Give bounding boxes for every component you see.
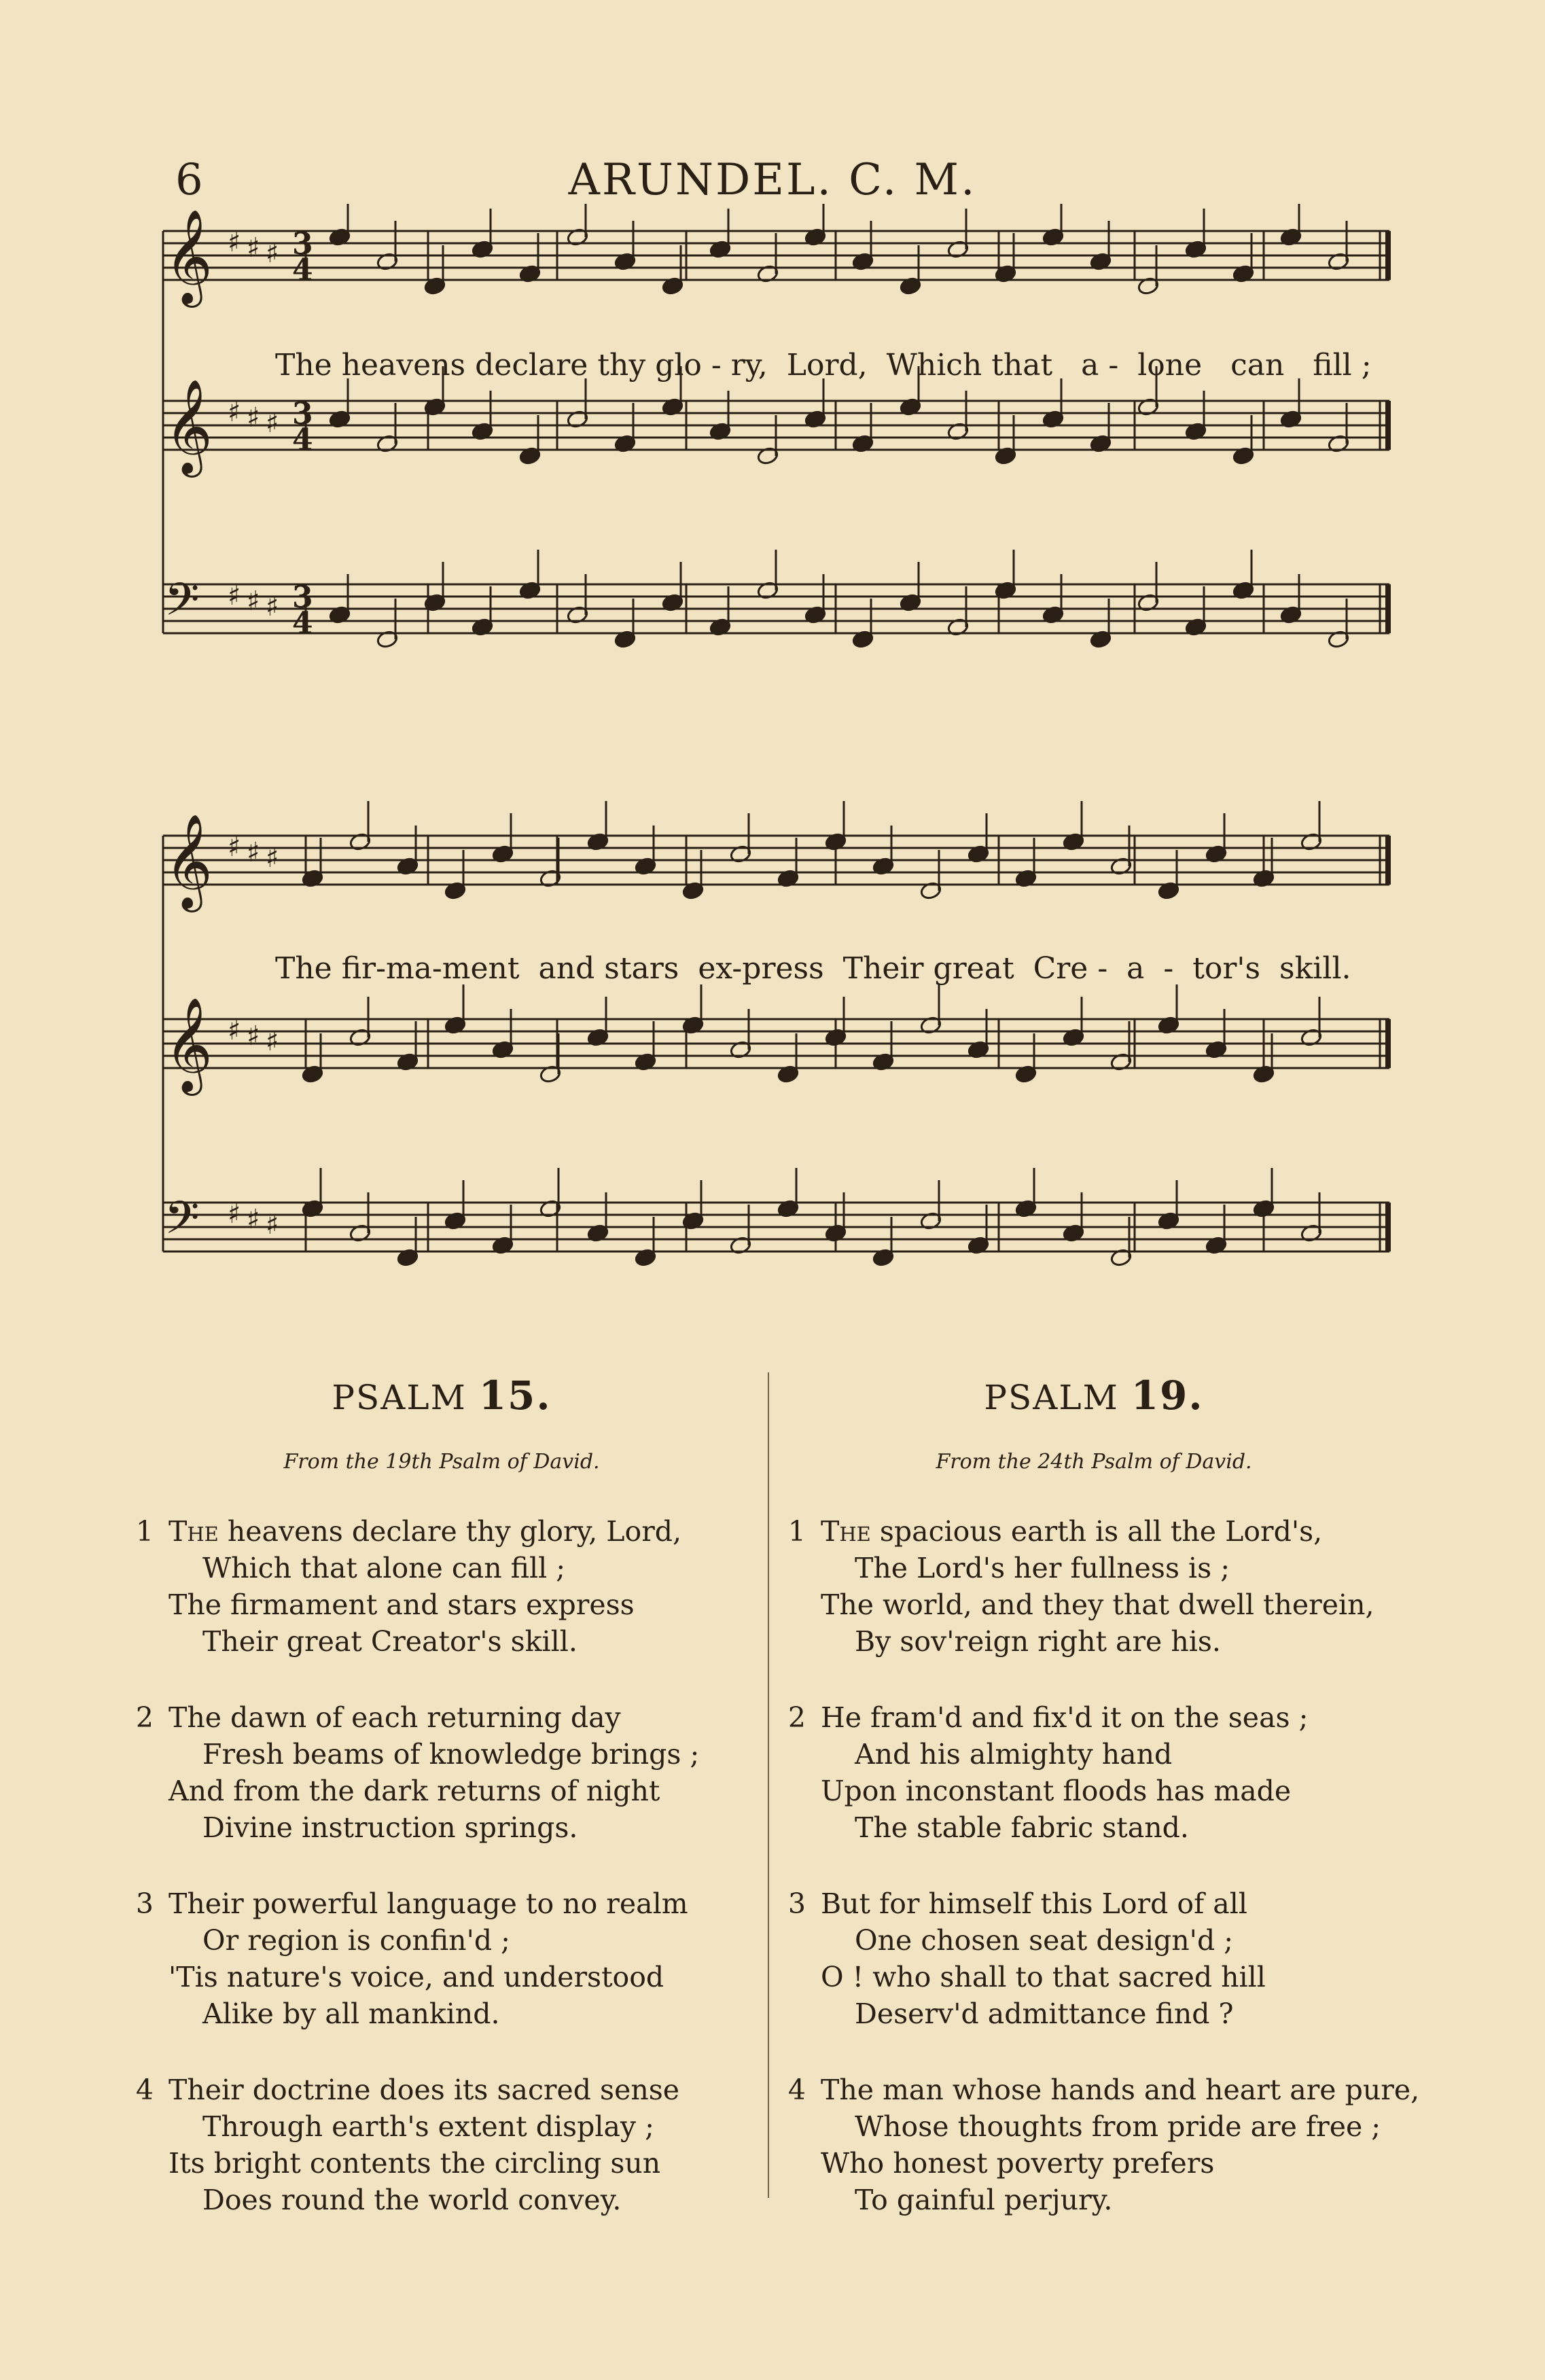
- verse: [768, 1699, 1420, 1846]
- verse-line: Deserv'd admittance find ?: [855, 1997, 1234, 2030]
- bass-clef: 𝄢: [164, 573, 200, 637]
- verse-line: Upon inconstant floods has made: [821, 1775, 1292, 1807]
- sharp-sign: ♯: [266, 408, 279, 439]
- verse-line: Its bright contents the circling sun: [168, 2147, 661, 2180]
- verse-line: But for himself this Lord of all: [821, 1887, 1247, 1920]
- verse-line: Fresh beams of knowledge brings ;: [202, 1738, 700, 1771]
- sharp-sign: ♯: [228, 1015, 241, 1046]
- lyrics-line-1: The heavens declare thy glo - ry, Lord, Which that a - lone can fill ;: [275, 348, 1372, 383]
- tune-title: ARUNDEL. C. M.: [568, 155, 977, 205]
- verse: [768, 1885, 1420, 2032]
- psalm-heading: PSALM 15.: [332, 1372, 552, 1419]
- verse-number: [116, 2108, 168, 2145]
- sharp-sign: ♯: [247, 402, 260, 433]
- verse-number: 1: [787, 1515, 806, 1548]
- treble-clef: 𝄞: [164, 379, 213, 474]
- sharp-sign: ♯: [228, 832, 241, 863]
- psalm-15-column: [116, 1372, 768, 2218]
- verse-initial-word: The: [168, 1515, 219, 1548]
- psalm-heading: PSALM 19.: [984, 1372, 1204, 1419]
- time-signature-top: 3: [292, 580, 313, 615]
- sharp-sign: ♯: [266, 238, 279, 269]
- sharp-sign: ♯: [228, 1198, 241, 1230]
- sharp-sign: ♯: [228, 227, 241, 258]
- verse-number: [116, 1623, 168, 1660]
- verse-line: Which that alone can fill ;: [202, 1552, 566, 1584]
- time-signature-top: 3: [292, 227, 313, 262]
- sharp-sign: ♯: [266, 1209, 279, 1241]
- verse-line: One chosen seat design'd ;: [855, 1924, 1234, 1957]
- verse-line: The world, and they that dwell therein,: [821, 1588, 1374, 1621]
- final-bar-thick: [1385, 401, 1391, 450]
- sharp-sign: ♯: [266, 842, 279, 874]
- verse-number: 4: [135, 2074, 154, 2106]
- verse-number: [768, 1623, 821, 1660]
- verse-number: 2: [135, 1701, 154, 1734]
- verse-number: 3: [135, 1887, 154, 1920]
- verse-number: [768, 1550, 821, 1586]
- verse-number: [116, 1550, 168, 1586]
- sharp-sign: ♯: [228, 580, 241, 611]
- verse-number: [768, 1586, 821, 1623]
- verse-number: [768, 1995, 821, 2032]
- verse-number: [768, 1809, 821, 1846]
- sharp-sign: ♯: [247, 1204, 260, 1235]
- page-number: 6: [175, 155, 203, 205]
- final-bar-thick: [1385, 1019, 1391, 1068]
- verse: [768, 1513, 1420, 1660]
- verse-line: The man whose hands and heart are pure,: [821, 2074, 1420, 2106]
- final-bar-thick: [1385, 584, 1391, 633]
- verse-line: The stable fabric stand.: [855, 1811, 1189, 1844]
- verse-line: Alike by all mankind.: [202, 1997, 500, 2030]
- verse-line: The Lord's her fullness is ;: [855, 1552, 1230, 1584]
- treble-clef: 𝄞: [164, 997, 213, 1092]
- verse-number: [768, 2145, 821, 2182]
- verse-line: Divine instruction springs.: [202, 1811, 578, 1844]
- verse-line: The dawn of each returning day: [168, 1701, 621, 1734]
- verse-number: [116, 1736, 168, 1773]
- verse-number: [116, 2182, 168, 2218]
- lyrics-line-2: The fir-ma-ment and stars ex-press Their great Cre - a - tor's skill.: [275, 951, 1351, 986]
- verse-number: 1: [135, 1515, 154, 1548]
- verse-line: Their powerful language to no realm: [168, 1887, 688, 1920]
- verse-line: Whose thoughts from pride are free ;: [855, 2110, 1381, 2143]
- verse-line: Their great Creator's skill.: [202, 1625, 578, 1658]
- verse-line-rest: spacious earth is all the Lord's,: [870, 1515, 1323, 1548]
- bass-clef: 𝄢: [164, 1192, 200, 1255]
- verse-line: 'Tis nature's voice, and understood: [168, 1961, 664, 1993]
- psalm-source: From the 24th Psalm of David.: [936, 1450, 1252, 1474]
- psalm-source: From the 19th Psalm of David.: [283, 1450, 600, 1474]
- verse-number: 3: [787, 1887, 806, 1920]
- verse-number: [116, 1959, 168, 1995]
- time-signature-bottom: 4: [292, 606, 313, 641]
- verse-number: 2: [787, 1701, 806, 1734]
- sharp-sign: ♯: [247, 586, 260, 617]
- time-signature-bottom: 4: [292, 423, 313, 457]
- sharp-sign: ♯: [247, 837, 260, 868]
- verse-number: [768, 1959, 821, 1995]
- verse: [116, 2072, 768, 2218]
- verse: [116, 1699, 768, 1846]
- verse: [768, 2072, 1420, 2218]
- verse-line: The firmament and stars express: [168, 1588, 635, 1621]
- sharp-sign: ♯: [247, 232, 260, 264]
- sharp-sign: ♯: [228, 397, 241, 428]
- verse-number: [116, 1995, 168, 2032]
- verse-line: By sov'reign right are his.: [855, 1625, 1221, 1658]
- final-bar-thick: [1385, 1203, 1391, 1251]
- verse-number: [116, 1809, 168, 1846]
- verse-number: [116, 1922, 168, 1959]
- time-signature-top: 3: [292, 397, 313, 431]
- verse-number: [768, 1773, 821, 1809]
- final-bar-thick: [1385, 231, 1391, 280]
- verse: [116, 1885, 768, 2032]
- sharp-sign: ♯: [266, 1026, 279, 1057]
- sharp-sign: ♯: [266, 591, 279, 622]
- verse-line: O ! who shall to that sacred hill: [821, 1961, 1266, 1993]
- verse-line: Who honest poverty prefers: [821, 2147, 1215, 2180]
- verse-line: [821, 1513, 1322, 1550]
- verse-number: [768, 1736, 821, 1773]
- time-signature-bottom: 4: [292, 253, 313, 287]
- verse-line: Does round the world convey.: [202, 2184, 622, 2216]
- verse-number: [768, 2108, 821, 2145]
- verse-number: [768, 2182, 821, 2218]
- sharp-sign: ♯: [247, 1020, 260, 1052]
- treble-clef: 𝄞: [164, 814, 213, 908]
- psalm-19-column: [768, 1372, 1420, 2218]
- verse: [116, 1513, 768, 1660]
- verse-initial-word: The: [821, 1515, 871, 1548]
- treble-clef: 𝄞: [164, 209, 213, 304]
- verse-number: [116, 1773, 168, 1809]
- verse-number: [116, 2145, 168, 2182]
- verse-line: And his almighty hand: [855, 1738, 1173, 1771]
- verse-line: He fram'd and fix'd it on the seas ;: [821, 1701, 1309, 1734]
- verse-line: [168, 1513, 681, 1550]
- verse-line: Or region is confin'd ;: [202, 1924, 510, 1957]
- verse-line-rest: heavens declare thy glory, Lord,: [218, 1515, 682, 1548]
- final-bar-thick: [1385, 836, 1391, 885]
- verse-line: Their doctrine does its sacred sense: [168, 2074, 680, 2106]
- verse-number: [768, 1922, 821, 1959]
- verse-line: To gainful perjury.: [855, 2184, 1113, 2216]
- verse-number: [116, 1586, 168, 1623]
- verse-number: 4: [787, 2074, 806, 2106]
- verse-line: And from the dark returns of night: [168, 1775, 660, 1807]
- verse-line: Through earth's extent display ;: [202, 2110, 654, 2143]
